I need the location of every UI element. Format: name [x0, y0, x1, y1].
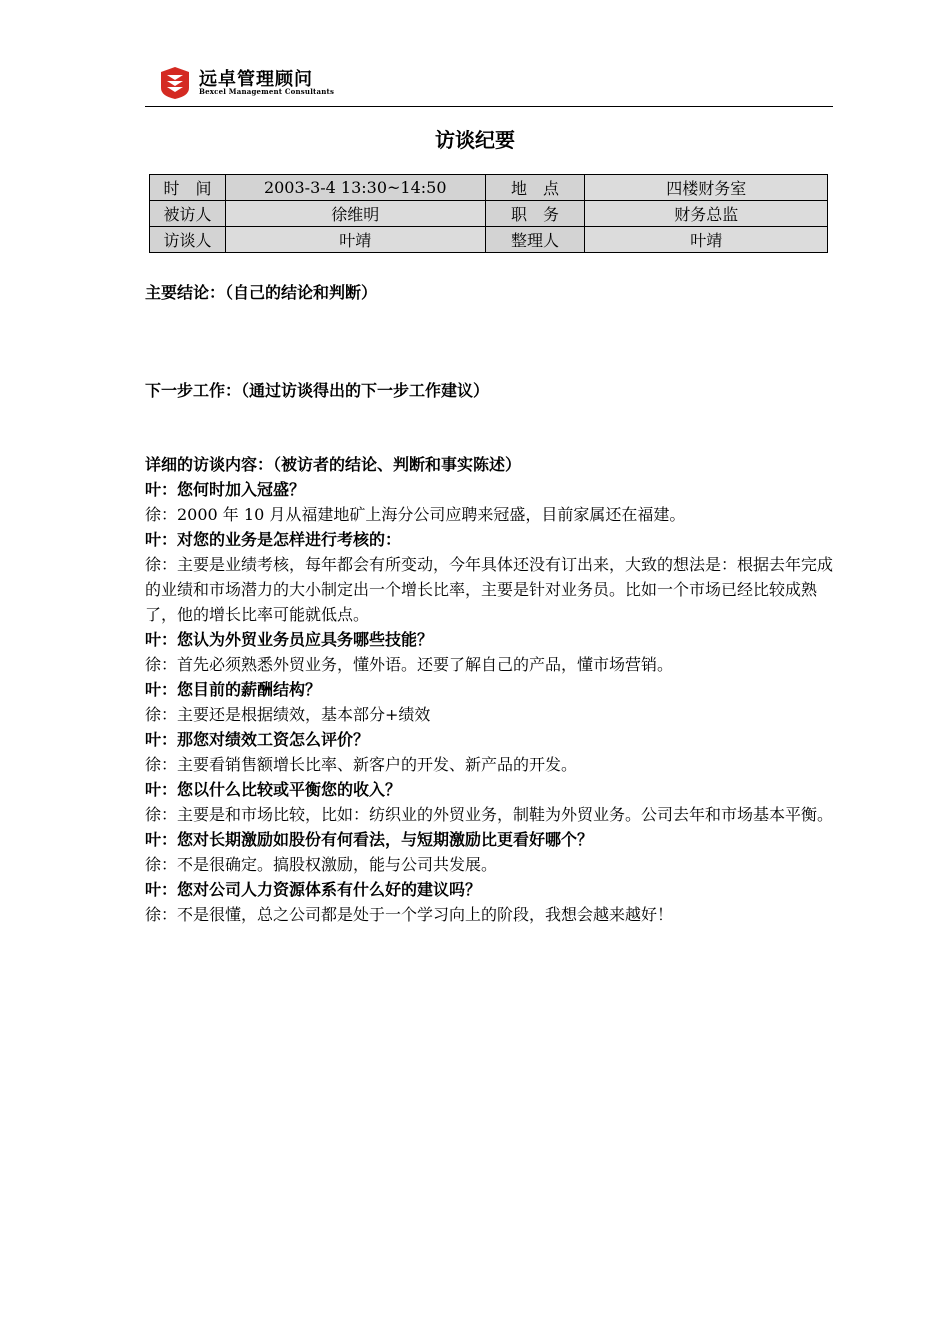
answer-4: 徐：主要还是根据绩效，基本部分+绩效 — [145, 705, 431, 724]
place-label: 地 点 — [485, 175, 585, 201]
next-steps-heading: 下一步工作：（通过访谈得出的下一步工作建议） — [145, 381, 490, 400]
time-value: 2003-3-4 13:30~14:50 — [225, 175, 485, 201]
interview-dialog — [145, 452, 845, 927]
question-1: 叶：您何时加入冠盛？ — [145, 480, 306, 499]
table-row — [150, 175, 828, 201]
recorder-value: 叶靖 — [585, 227, 828, 253]
question-7: 叶：您对长期激励如股份有何看法，与短期激励比更看好哪个？ — [145, 830, 594, 849]
interview-info-table — [149, 174, 828, 253]
time-label: 时 间 — [150, 175, 226, 201]
table-row — [150, 227, 828, 253]
table-row — [150, 201, 828, 227]
page-title: 访谈纪要 — [435, 128, 515, 152]
answer-1: 徐：2000 年 10 月从福建地矿上海分公司应聘来冠盛，目前家属还在福建。 — [145, 505, 686, 524]
question-8: 叶：您对公司人力资源体系有什么好的建议吗？ — [145, 880, 482, 899]
conclusion-heading: 主要结论：（自己的结论和判断） — [145, 283, 378, 302]
company-logo-icon — [159, 66, 191, 100]
interviewer-label: 访谈人 — [150, 227, 226, 253]
company-name-en: Bexcel Management Consultants — [199, 87, 335, 96]
answer-3: 徐：首先必须熟悉外贸业务，懂外语。还要了解自己的产品，懂市场营销。 — [145, 655, 674, 674]
interviewee-label: 被访人 — [150, 201, 226, 227]
page-header — [145, 62, 833, 107]
position-value: 财务总监 — [585, 201, 828, 227]
position-label: 职 务 — [485, 201, 585, 227]
interviewer-value: 叶靖 — [225, 227, 485, 253]
company-name: 远卓管理顾问 — [199, 69, 313, 90]
answer-7: 徐：不是很确定。搞股权激励，能与公司共发展。 — [145, 855, 498, 874]
answer-8: 徐：不是很懂，总之公司都是处于一个学习向上的阶段，我想会越来越好！ — [145, 905, 674, 924]
answer-5: 徐：主要看销售额增长比率、新客户的开发、新产品的开发。 — [145, 755, 578, 774]
question-6: 叶：您以什么比较或平衡您的收入？ — [145, 780, 402, 799]
question-2: 叶：对您的业务是怎样进行考核的： — [145, 530, 402, 549]
answer-2: 徐：主要是业绩考核，每年都会有所变动，今年具体还没有订出来，大致的想法是：根据去年完成的业绩和市场潜力的大小制定出一个增长比率，主要是针对业务员。比如一个市场已经比较成熟了，他的增长比率可能就低点。 — [145, 555, 834, 624]
place-value: 四楼财务室 — [585, 175, 828, 201]
details-heading: 详细的访谈内容：（被访者的结论、判断和事实陈述） — [145, 455, 522, 474]
recorder-label: 整理人 — [485, 227, 585, 253]
question-4: 叶：您目前的薪酬结构？ — [145, 680, 322, 699]
question-5: 叶：那您对绩效工资怎么评价？ — [145, 730, 370, 749]
answer-6: 徐：主要是和市场比较，比如：纺织业的外贸业务，制鞋为外贸业务。公司去年和市场基本平衡。 — [145, 805, 834, 824]
interviewee-value: 徐维明 — [225, 201, 485, 227]
question-3: 叶：您认为外贸业务员应具务哪些技能？ — [145, 630, 434, 649]
